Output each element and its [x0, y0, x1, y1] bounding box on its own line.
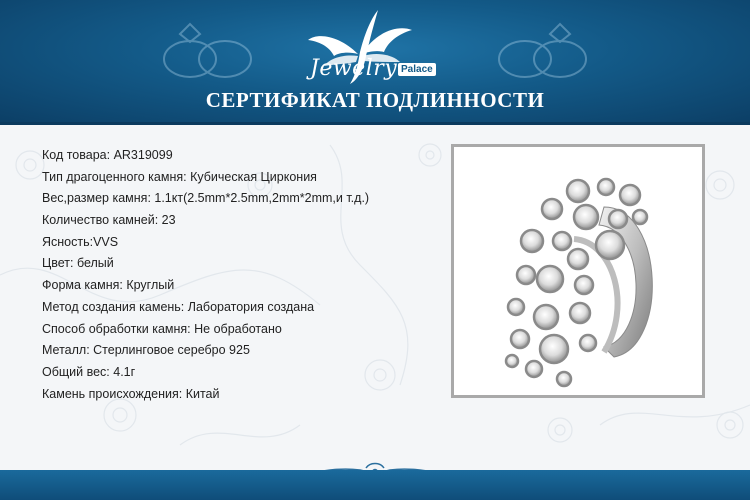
spec-row: Металл: Стерлинговое серебро 925 [42, 343, 250, 358]
certificate-body [0, 125, 750, 455]
spec-row: Форма камня: Круглый [42, 278, 175, 293]
spec-row: Цвет: белый [42, 256, 114, 271]
footer-band [0, 470, 750, 500]
spec-row: Метод создания камень: Лаборатория создана [42, 299, 315, 314]
spec-row: Способ обработки камня: Не обработано [42, 321, 282, 336]
page-title: СЕРТИФИКАТ ПОДЛИННОСТИ [205, 88, 545, 112]
product-photo [451, 144, 705, 398]
spec-row: Тип драгоценного камня: Кубическая Циркония [42, 169, 317, 184]
spec-list [42, 145, 369, 405]
rings-decoration-icon [480, 14, 600, 94]
brand-tag: Palace [398, 63, 436, 76]
spec-row: Количество камней: 23 [42, 213, 176, 228]
rings-decoration-icon [150, 14, 270, 94]
spec-row: Ясность:VVS [42, 234, 119, 249]
brand-name: Jewelry [310, 56, 398, 81]
header-banner [0, 0, 750, 122]
spec-row: Общий вес: 4.1г [42, 364, 136, 379]
spec-row: Камень происхождения: Китай [42, 386, 220, 401]
ring-icon [454, 147, 702, 395]
spec-row: Код товара: AR319099 [42, 148, 173, 162]
spec-row: Вес,размер камня: 1.1кт(2.5mm*2.5mm,2mm*2mm,и т.д.) [42, 191, 370, 206]
